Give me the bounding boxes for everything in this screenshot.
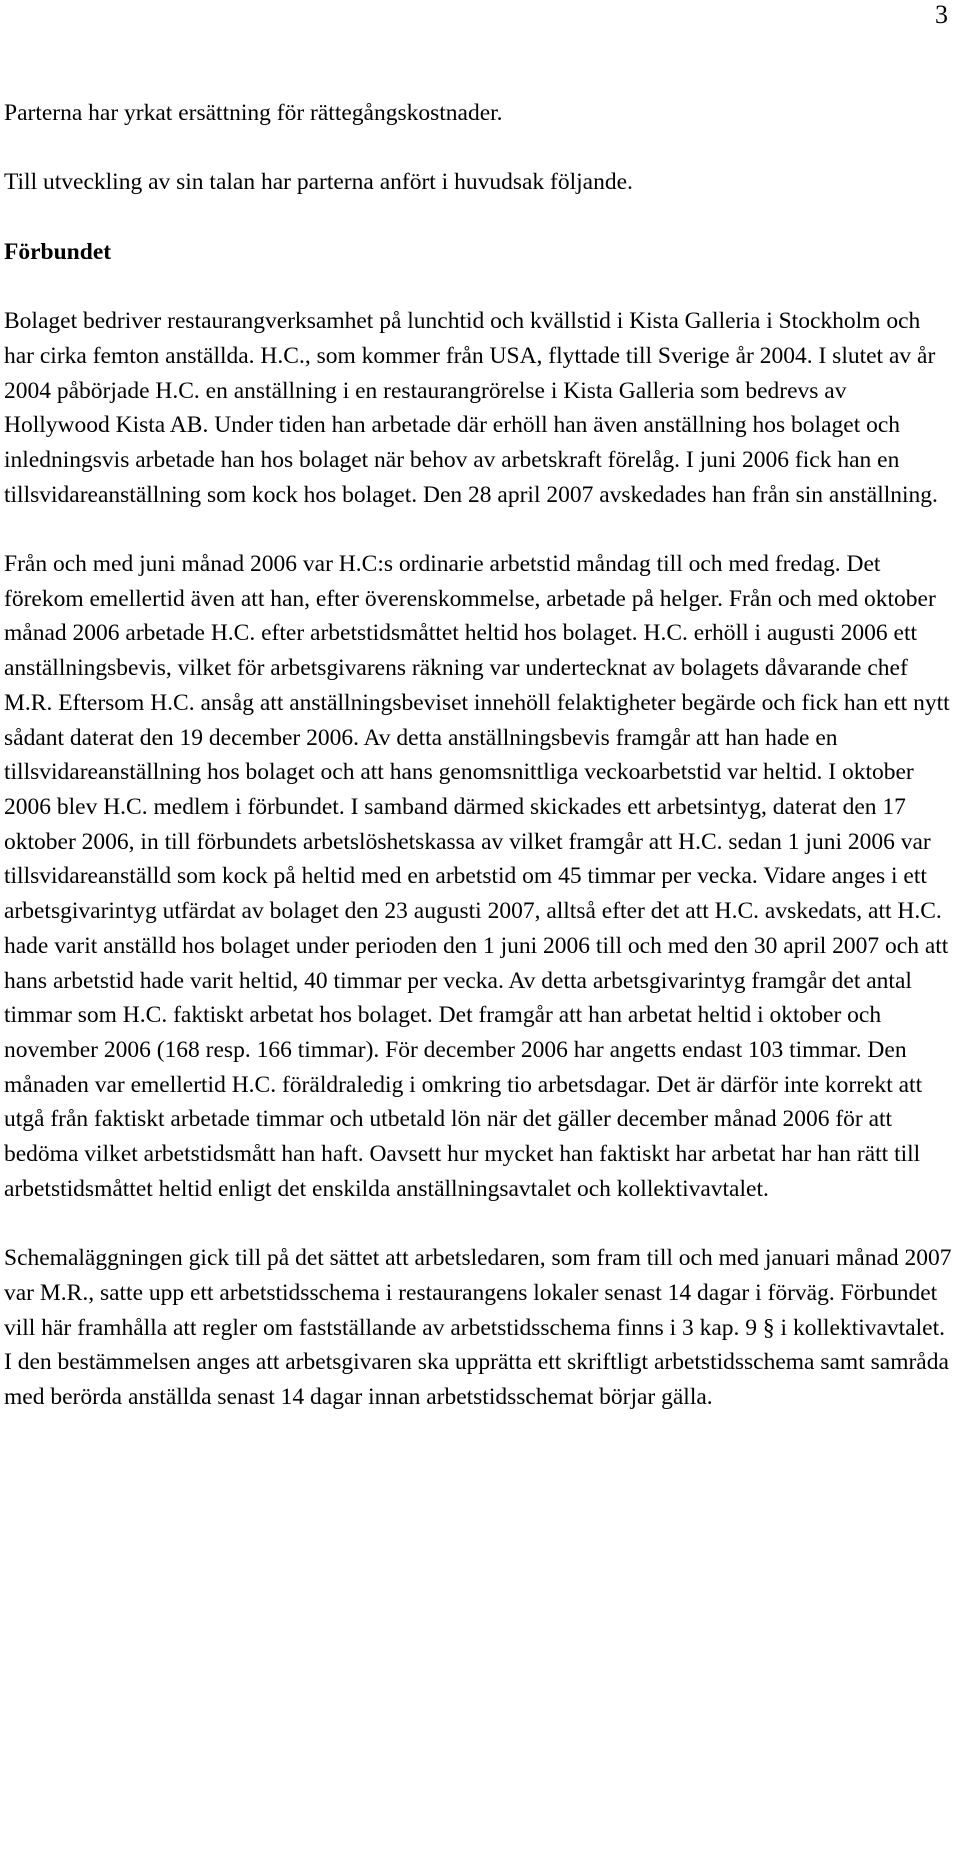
costs-paragraph: Parterna har yrkat ersättning för rättegångskostnader. bbox=[4, 100, 503, 126]
document-body bbox=[4, 96, 952, 1415]
body-paragraph-1: Bolaget bedriver restaurangverksamhet på lunchtid och kvällstid i Kista Galleria i Stockholm och har cirka femton anställda. H.C., som kommer från USA, flyttade till Sverige år 2004. I slutet av år 2004 påbörjade H.C. en anställning i en restaurangrörelse i Kista Galleria som bedrevs av Hollywood Kista AB. Under tiden han arbetade där erhöll han även anställning hos bolaget och inledningsvis arbetade han hos bolaget när behov av arbetskraft förelåg. I juni 2006 fick han en tillsvidareanställning som kock hos bolaget. Den 28 april 2007 avskedades han från sin anställning. bbox=[4, 308, 938, 508]
body-paragraph-3: Schemaläggningen gick till på det sättet att arbetsledaren, som fram till och med januari månad 2007 var M.R., satte upp ett arbetstidsschema i restaurangens lokaler senast 14 dagar i förväg. Förbundet vill här framhålla att regler om fastställande av arbetstidsschema finns i 3 kap. 9 § i kollektivavtalet. I den bestämmelsen anges att arbetsgivaren ska upprätta ett skriftligt arbetstidsschema samt samråda med berörda anställda senast 14 dagar innan arbetstidsschemat börjar gälla. bbox=[4, 1245, 952, 1410]
development-paragraph: Till utveckling av sin talan har parterna anfört i huvudsak följande. bbox=[4, 169, 633, 196]
section-heading: Förbundet bbox=[4, 238, 112, 265]
page-number: 3 bbox=[935, 0, 948, 29]
body-paragraph-2: Från och med juni månad 2006 var H.C:s ordinarie arbetstid måndag till och med fredag. Det förekom emellertid även att han, efter överenskommelse, arbetade på helger. Från och med oktober månad 2006 arbetade H.C. efter arbetstidsmåttet heltid hos bolaget. H.C. erhöll i augusti 2006 ett anställningsbevis, vilket för arbetsgivarens räkning var undertecknat av bolagets dåvarande chef M.R. Eftersom H.C. ansåg att anställningsbeviset innehöll felaktigheter begärde och fick han ett nytt sådant daterat den 19 december 2006. Av detta anställningsbevis framgår att han hade en tillsvidareanställning hos bolaget och att hans genomsnittliga veckoarbetstid var heltid. I oktober 2006 blev H.C. medlem i förbundet. I samband därmed skickades ett arbetsintyg, daterat den 17 oktober 2006, in till förbundets arbetslöshetskassa av vilket framgår att H.C. sedan 1 juni 2006 var tillsvidareanställd som kock på heltid med en arbetstid om 45 timmar per vecka. Vidare anges i ett arbetsgivarintyg utfärdat av bolaget den 23 augusti 2007, alltså efter det att H.C. avskedats, att H.C. hade varit anställd hos bolaget under perioden den 1 juni 2006 till och med den 30 april 2007 och att hans arbetstid hade varit heltid, 40 timmar per vecka. Av detta arbetsgivarintyg framgår det antal timmar som H.C. faktiskt arbetat hos bolaget. Det framgår att han arbetat heltid i oktober och november 2006 (168 resp. 166 timmar). För december 2006 har angetts endast 103 timmar. Den månaden var emellertid H.C. föräldraledig i omkring tio arbetsdagar. Det är därför inte korrekt att utgå från faktiskt arbetade timmar och utbetald lön när det gäller december månad 2006 för att bedöma vilket arbetstidsmått han haft. Oavsett hur mycket han faktiskt har arbetat har han rätt till arbetstidsmåttet heltid enligt det enskilda anställningsavtalet och kollektivavtalet. bbox=[4, 551, 950, 1202]
